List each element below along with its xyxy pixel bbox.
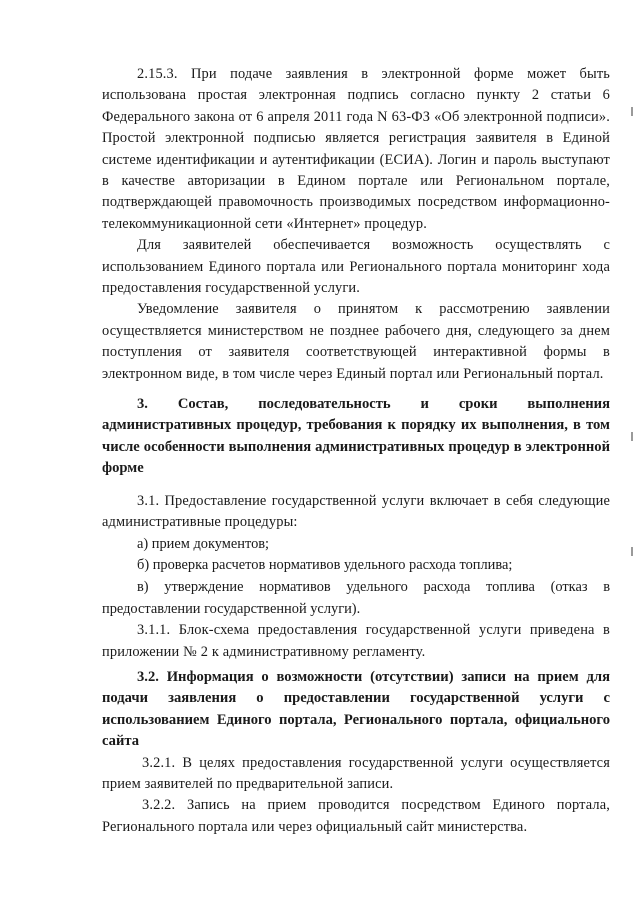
scan-edge-mark (631, 107, 633, 116)
section-3-1 (102, 491, 610, 663)
paragraph-2-15-3: 2.15.3. При подаче заявления в электронной форме может быть использована простая электронная подпись согласно пункту 2 статьи 6 Федерального закона от 6 апреля 2011 года N 63-ФЗ «Об электронной подписи». Простой электронной подписью является регистрация заявителя в Единой системе идентификации и аутентификации (ЕСИА). Логин и пароль выступают в качестве авторизации в Едином портале или Региональном портале, подтверждающей правомочность производимых посредством информационно-телекоммуникационной сети «Интернет» процедур. (102, 66, 610, 232)
section-3 (102, 394, 610, 480)
list-item-c: в) утверждение нормативов удельного расхода топлива (отказ в предоставлении государственной услуги). (102, 579, 610, 617)
section-3-2-heading: 3.2. Информация о возможности (отсутствии) записи на прием для подачи заявления о предоставлении государственной услуги с использованием Единого портала, Регионального портала, официального сайта (102, 669, 610, 750)
paragraph-3-1-1: 3.1.1. Блок-схема предоставления государственной услуги приведена в приложении № 2 к административному регламенту. (102, 622, 610, 660)
paragraph-monitoring: Для заявителей обеспечивается возможность осуществлять с использованием Единого портала или Регионального портала мониторинг хода предоставления государственной услуги. (102, 237, 610, 297)
paragraph-3-1: 3.1. Предоставление государственной услуги включает в себя следующие административные процедуры: (102, 493, 610, 531)
section-3-heading: 3. Состав, последовательность и сроки выполнения административных процедур, требования к порядку их выполнения, в том числе особенности выполнения административных процедур в электронной форме (102, 396, 610, 477)
scan-edge-mark (631, 547, 633, 556)
paragraph-3-2-2: 3.2.2. Запись на прием проводится посредством Единого портала, Регионального портала или через официальный сайт министерства. (102, 797, 610, 835)
paragraph-notification: Уведомление заявителя о принятом к рассмотрению заявлении осуществляется министерством не позднее рабочего дня, следующего за днем поступления от заявителя соответствующей интерактивной формы в электронном виде, в том числе через Единый портал или Региональный портал. (102, 301, 610, 382)
scan-edge-mark (631, 432, 633, 441)
list-item-a: а) прием документов; (137, 535, 270, 552)
section-3-2 (102, 667, 610, 838)
paragraph-3-2-1: 3.2.1. В целях предоставления государственной услуги осуществляется прием заявителей по предварительной записи. (102, 754, 610, 793)
list-item-b: б) проверка расчетов нормативов удельного расхода топлива; (137, 557, 513, 574)
section-2-15-3 (102, 64, 610, 385)
